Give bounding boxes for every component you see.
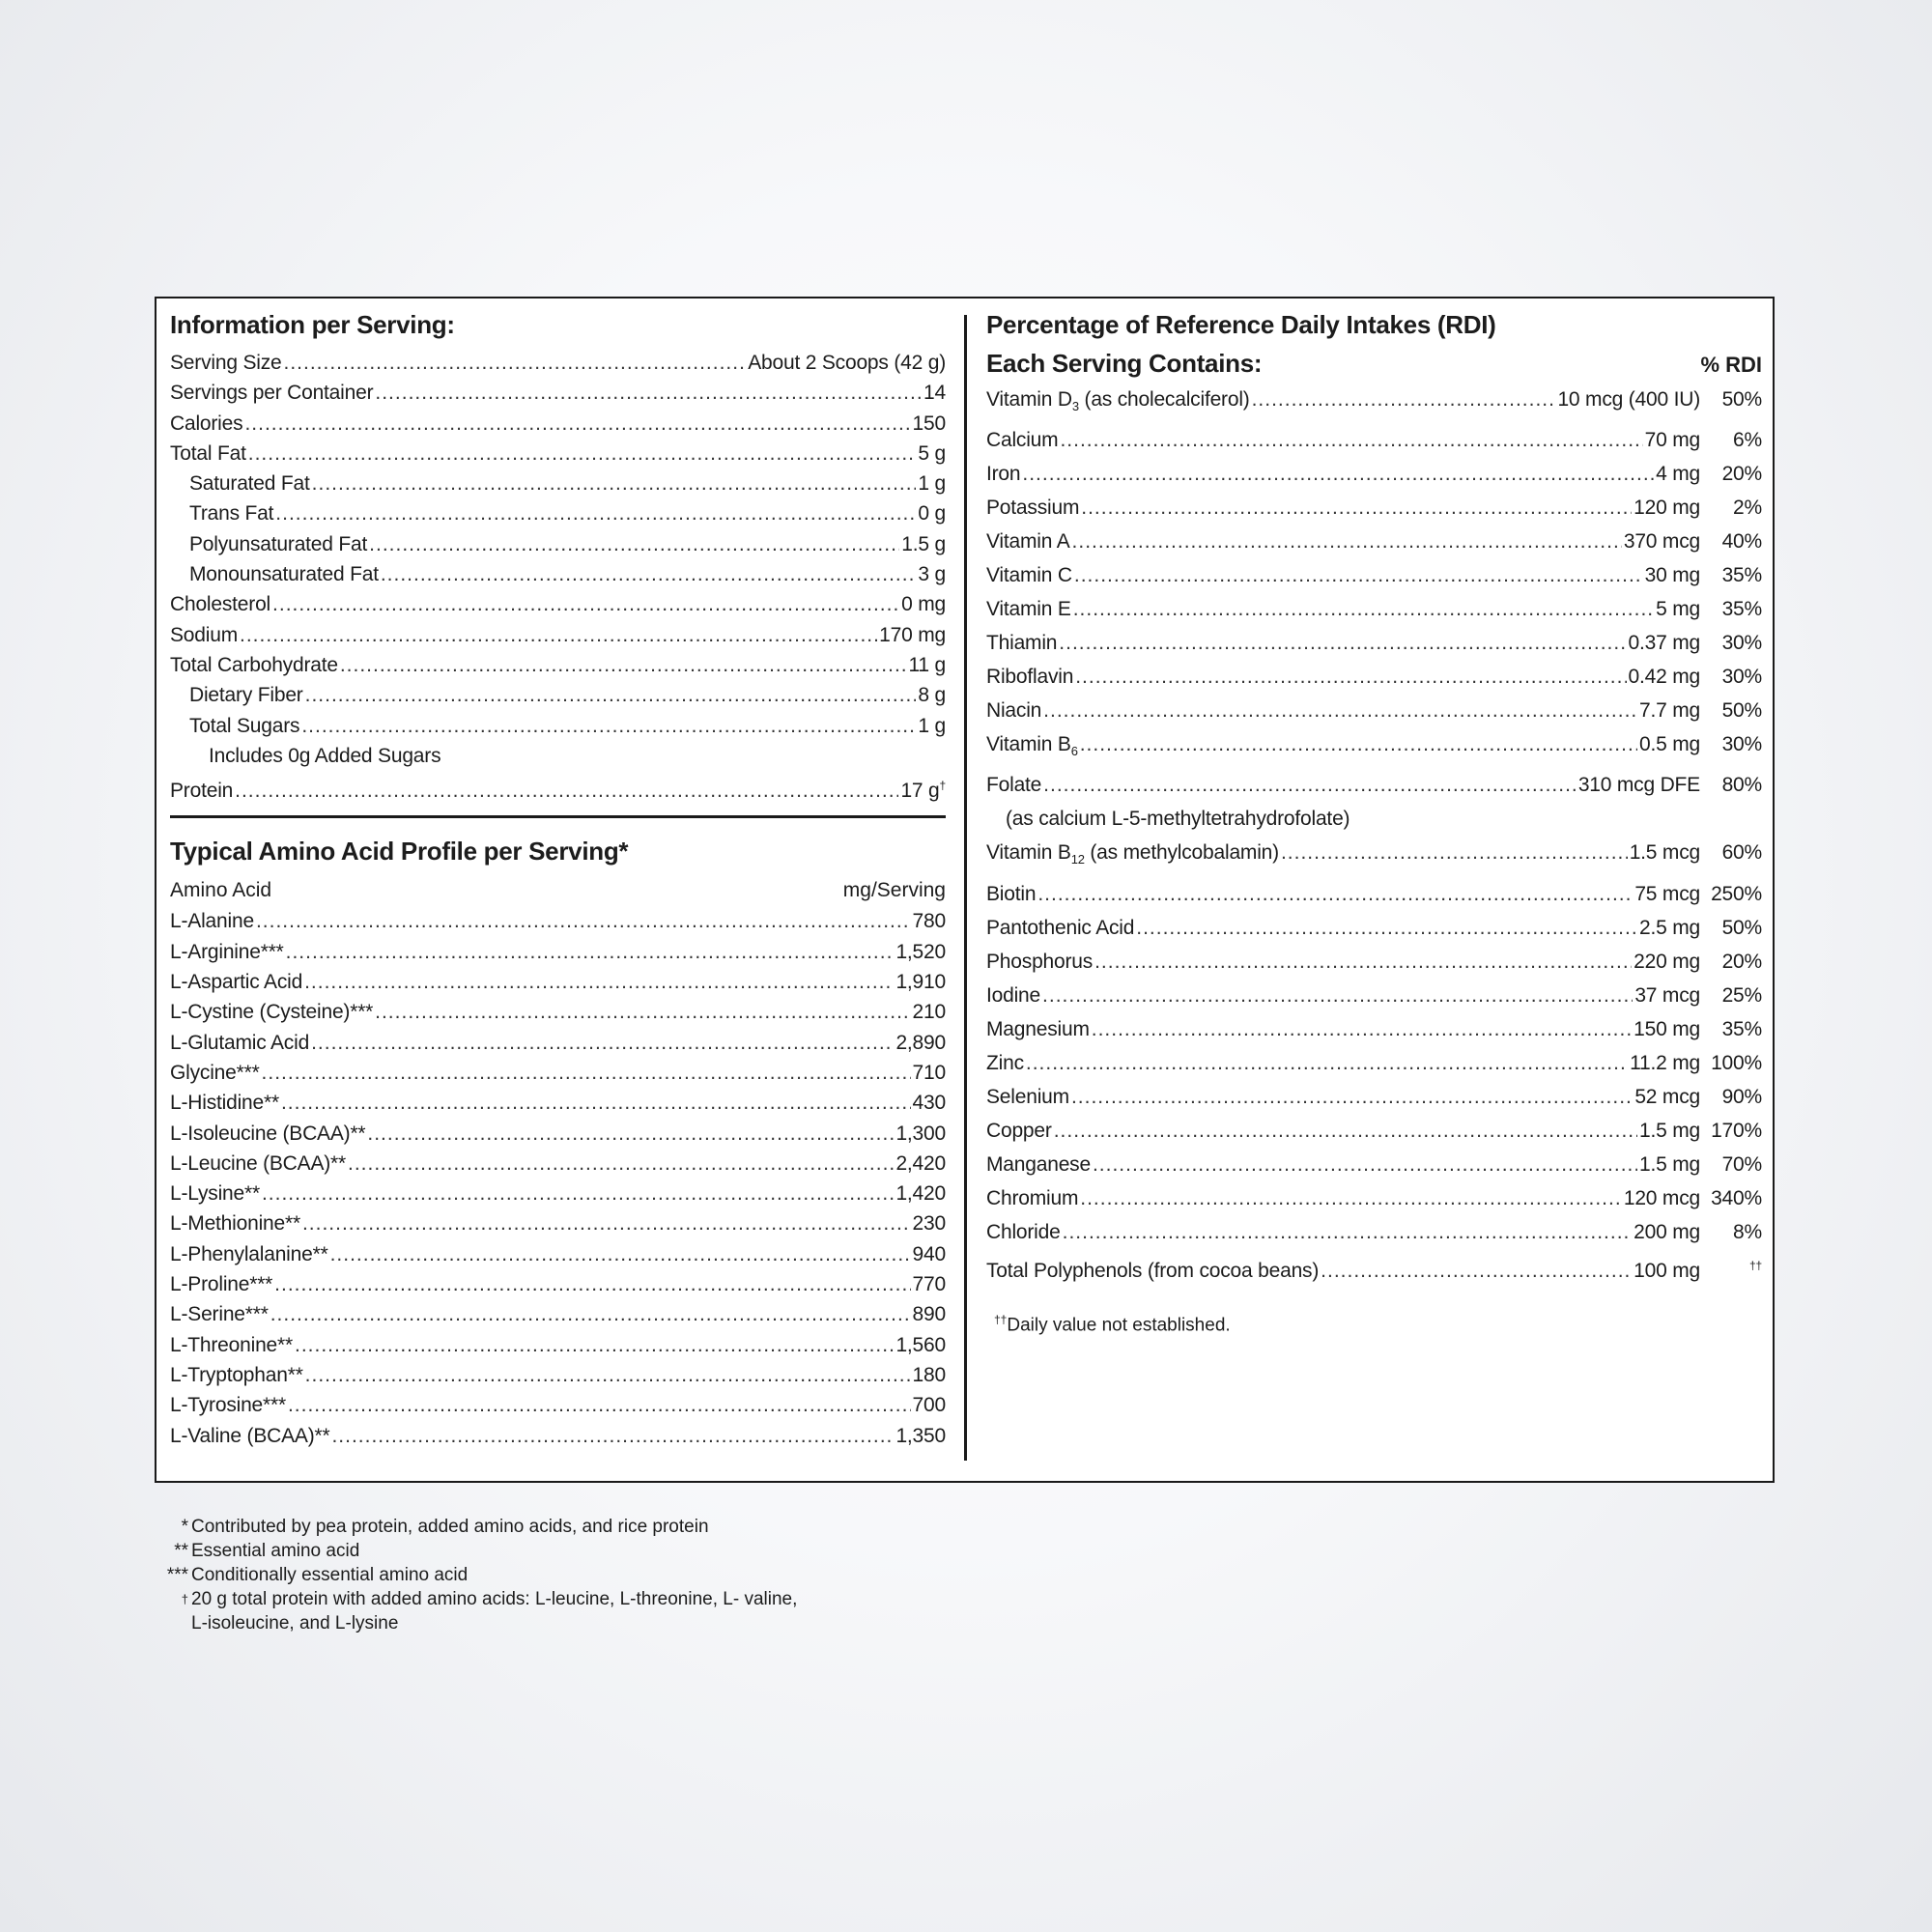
- rdi-row: Magnesium ..... 150 mg 35%: [986, 1012, 1762, 1046]
- left-column: [170, 305, 946, 1451]
- info-row: Includes 0g Added Sugars: [209, 744, 441, 767]
- amino-row: L-Lysine** ..... 1,420: [170, 1179, 946, 1208]
- daily-value-footnote: ††Daily value not established.: [994, 1312, 1231, 1335]
- info-row: Dietary Fiber ..... 8 g: [170, 680, 946, 710]
- section-rule: [170, 815, 946, 818]
- rdi-row: Folate ..... 310 mcg DFE 80%: [986, 768, 1762, 802]
- amino-row: L-Cystine (Cysteine)*** ..... 210: [170, 997, 946, 1027]
- rdi-row: Vitamin C ..... 30 mg 35%: [986, 558, 1762, 592]
- rdi-row: Biotin ..... 75 mcg 250%: [986, 877, 1762, 911]
- rdi-row: Phosphorus ..... 220 mg 20%: [986, 945, 1762, 979]
- dagger-mark: †: [939, 779, 946, 793]
- rdi-row: Pantothenic Acid ..... 2.5 mg 50%: [986, 911, 1762, 945]
- info-row: Total Sugars ..... 1 g: [170, 711, 946, 741]
- amino-list: [170, 906, 946, 1450]
- rdi-row: Vitamin $B_{12}$ (as methylcobalamin) ..... 1.5 mcg 60%: [986, 836, 1762, 876]
- info-row: Serving Size ..... About 2 Scoops (42 g): [170, 348, 946, 378]
- rdi-row: Zinc ..... 11.2 mg 100%: [986, 1046, 1762, 1080]
- rdi-row: Vitamin E ..... 5 mg 35%: [986, 592, 1762, 626]
- amino-row: L-Proline*** ..... 770: [170, 1269, 946, 1299]
- amino-row: L-Methionine** ..... 230: [170, 1208, 946, 1238]
- info-row: Polyunsaturated Fat ..... 1.5 g: [170, 529, 946, 559]
- footnote: † 20 g total protein with added amino acids: L-leucine, L-threonine, L- valine,: [181, 1589, 798, 1609]
- rdi-row: Vitamin $D_3$ (as cholecalciferol) ..... 10 mcg (400 IU) 50%: [986, 383, 1762, 423]
- amino-col-value: mg/Serving: [842, 879, 946, 902]
- rdi-subheading: Each Serving Contains:: [986, 349, 1263, 378]
- amino-row: L-Tryptophan** ..... 180: [170, 1360, 946, 1390]
- info-row: Saturated Fat ..... 1 g: [170, 469, 946, 498]
- info-row: Total Carbohydrate ..... 11 g: [170, 650, 946, 680]
- amino-row: L-Tyrosine*** ..... 700: [170, 1390, 946, 1420]
- info-row: Cholesterol ..... 0 mg: [170, 589, 946, 619]
- rdi-list: [986, 383, 1762, 1288]
- footnote: *** Conditionally essential amino acid: [166, 1565, 469, 1585]
- rdi-row: Iodine ..... 37 mcg 25%: [986, 979, 1762, 1012]
- info-row: Protein ..... 17 g†: [170, 771, 946, 806]
- footnotes: [159, 1515, 797, 1635]
- rdi-row: Riboflavin ..... 0.42 mg 30%: [986, 660, 1762, 694]
- footnote: * Contributed by pea protein, added amino acids, and rice protein: [181, 1517, 709, 1537]
- right-column: [986, 305, 1762, 1336]
- amino-column-header: [170, 874, 946, 906]
- amino-row: L-Phenylalanine** ..... 940: [170, 1239, 946, 1269]
- amino-row: L-Valine (BCAA)** ..... 1,350: [170, 1421, 946, 1451]
- amino-row: Glycine*** ..... 710: [170, 1058, 946, 1088]
- rdi-row: Thiamin ..... 0.37 mg 30%: [986, 626, 1762, 660]
- rdi-row: Chloride ..... 200 mg 8%: [986, 1215, 1762, 1249]
- rdi-row: Vitamin A ..... 370 mcg 40%: [986, 525, 1762, 558]
- amino-row: L-Glutamic Acid ..... 2,890: [170, 1028, 946, 1058]
- rdi-row: Iron ..... 4 mg 20%: [986, 457, 1762, 491]
- folate-note: (as calcium L-5-methyltetrahydrofolate): [1006, 808, 1350, 831]
- rdi-row: Copper ..... 1.5 mg 170%: [986, 1114, 1762, 1148]
- rdi-row: Chromium ..... 120 mcg 340%: [986, 1181, 1762, 1215]
- info-row: Monounsaturated Fat ..... 3 g: [170, 559, 946, 589]
- info-row: Servings per Container ..... 14: [170, 378, 946, 408]
- info-row: Trans Fat ..... 0 g: [170, 498, 946, 528]
- amino-row: L-Serine*** ..... 890: [170, 1299, 946, 1329]
- double-dagger-mark: ††: [1749, 1258, 1762, 1272]
- rdi-subheader: [986, 344, 1762, 383]
- amino-row: L-Alanine ..... 780: [170, 906, 946, 936]
- amino-col-label: Amino Acid: [170, 879, 272, 902]
- rdi-row: Total Polyphenols (from cocoa beans) ..... 100 mg ††: [986, 1249, 1762, 1288]
- rdi-heading: Percentage of Reference Daily Intakes (RDI): [986, 310, 1496, 339]
- rdi-col-pct: % RDI: [1700, 353, 1762, 377]
- footnote: ** Essential amino acid: [174, 1541, 360, 1561]
- amino-row: L-Arginine*** ..... 1,520: [170, 937, 946, 967]
- info-list: [170, 348, 946, 806]
- info-row: Total Fat ..... 5 g: [170, 439, 946, 469]
- info-row: Sodium ..... 170 mg: [170, 620, 946, 650]
- rdi-row: Potassium ..... 120 mg 2%: [986, 491, 1762, 525]
- amino-heading: Typical Amino Acid Profile per Serving*: [170, 837, 629, 867]
- rdi-row: Vitamin $B_6$ ..... 0.5 mg 30%: [986, 727, 1762, 768]
- amino-row: L-Isoleucine (BCAA)** ..... 1,300: [170, 1119, 946, 1149]
- amino-row: L-Histidine** ..... 430: [170, 1088, 946, 1118]
- amino-row: L-Leucine (BCAA)** ..... 2,420: [170, 1149, 946, 1179]
- info-row: Calories ..... 150: [170, 409, 946, 439]
- info-heading: Information per Serving:: [170, 310, 455, 339]
- amino-row: L-Threonine** ..... 1,560: [170, 1330, 946, 1360]
- column-divider: [964, 315, 967, 1461]
- footnote: L-isoleucine, and L-lysine: [191, 1613, 399, 1634]
- rdi-row: Calcium ..... 70 mg 6%: [986, 423, 1762, 457]
- amino-row: L-Aspartic Acid ..... 1,910: [170, 967, 946, 997]
- rdi-row: Manganese ..... 1.5 mg 70%: [986, 1148, 1762, 1181]
- rdi-row: Selenium ..... 52 mcg 90%: [986, 1080, 1762, 1114]
- rdi-row: Niacin ..... 7.7 mg 50%: [986, 694, 1762, 727]
